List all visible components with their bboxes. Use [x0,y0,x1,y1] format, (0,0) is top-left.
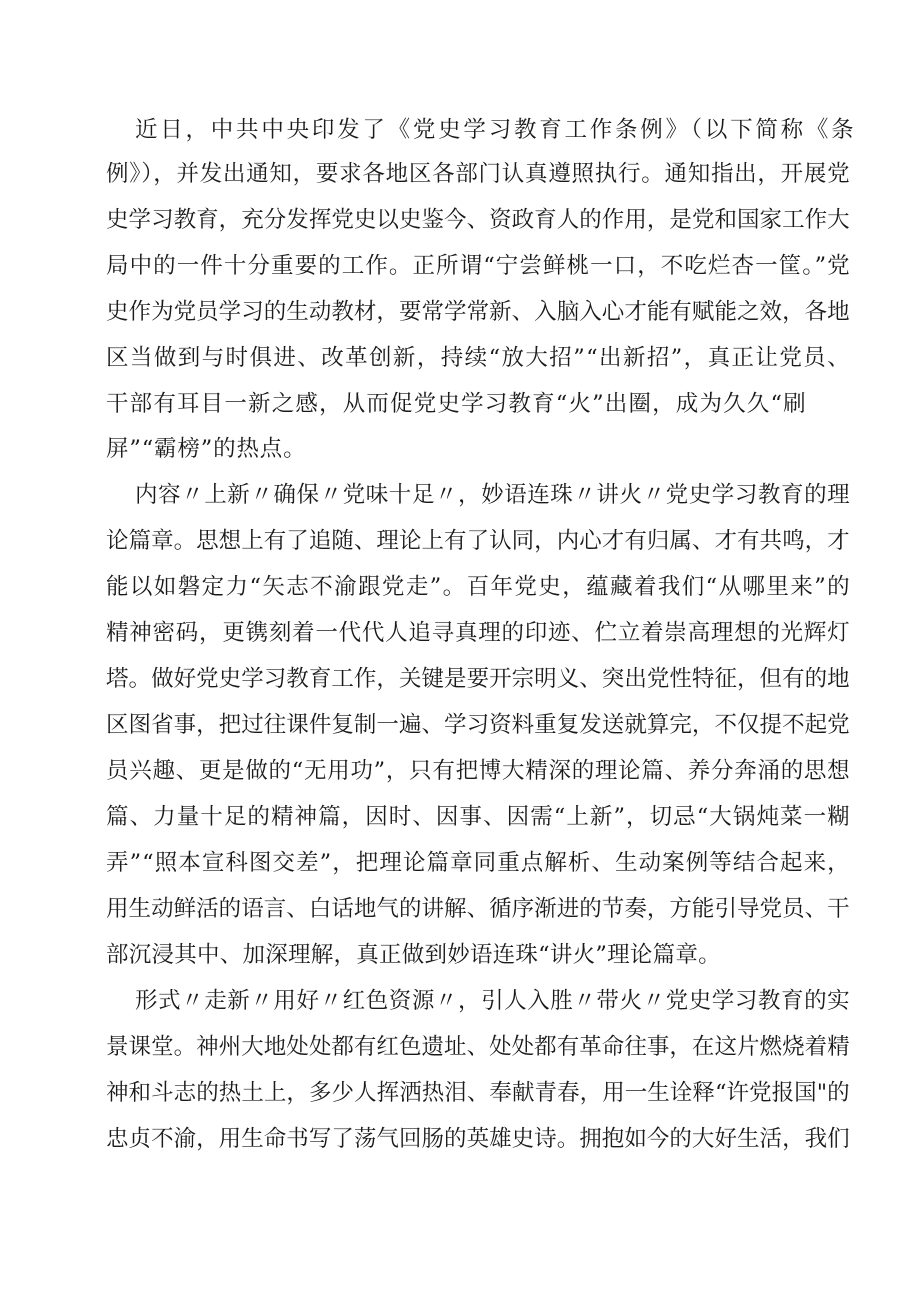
paragraph-3-line-3: 神和斗志的热土上，多少人挥洒热泪、奉献青春，用一生诠释“许党报国"的 [106,1080,850,1106]
paragraph-2-line-2: 论篇章。思想上有了追随、理论上有了认同，内心才有归属、才有共鸣，才 [106,528,850,554]
paragraph-2-line-5: 塔。做好党史学习教育工作，关键是要开宗明义、突出党性特征，但有的地 [106,666,850,692]
paragraph-1-line-1: 近日，中共中央印发了《党史学习教育工作条例》（以下简称《条 [135,117,857,143]
paragraph-1-line-7: 干部有耳目一新之感，从而促党史学习教育“火”出圈，成为久久“刷 [106,391,807,417]
paragraph-3-line-2: 景课堂。神州大地处处都有红色遗址、处处都有革命往事，在这片燃烧着精 [106,1034,850,1060]
paragraph-2-line-3: 能以如磐定力“矢志不渝跟党走”。百年党史，蕴藏着我们“从哪里来”的 [106,574,852,600]
paragraph-1-line-6: 区当做到与时俱进、改革创新，持续“放大招”“出新招”，真正让党员、 [106,345,852,371]
paragraph-2-line-11: 部沉浸其中、加深理解，真正做到妙语连珠“讲火”理论篇章。 [106,942,721,968]
paragraph-1-line-8: 屏”“霸榜”的热点。 [106,436,307,462]
paragraph-2-line-9: 弄”“照本宣科图交差”，把理论篇章同重点解析、生动案例等结合起来， [106,850,851,876]
paragraph-2-line-4: 精神密码，更镌刻着一代代人追寻真理的印迹、伫立着崇高理想的光辉灯 [106,620,851,646]
paragraph-3-line-1: 形式〃走新〃用好〃红色资源〃，引人入胜〃带火〃党史学习教育的实 [135,988,851,1014]
paragraph-3-line-4: 忠贞不渝，用生命书写了荡气回肠的英雄史诗。拥抱如今的大好生活，我们 [106,1126,850,1152]
paragraph-2-line-10: 用生动鲜活的语言、白话地气的讲解、循序渐进的节奏，方能引导党员、干 [106,896,850,922]
paragraph-2-line-1: 内容〃上新〃确保〃党味十足〃，妙语连珠〃讲火〃党史学习教育的理 [135,482,851,508]
paragraph-1-line-5: 史作为党员学习的生动教材，要常学常新、入脑入心才能有赋能之效，各地 [106,299,850,325]
paragraph-1-line-2: 例》），并发出通知，要求各地区各部门认真遵照执行。通知指出，开展党 [106,161,851,187]
paragraph-2-line-6: 区图省事，把过往课件复制一遍、学习资料重复发送就算完，不仅提不起党 [106,712,850,738]
paragraph-2-line-7: 员兴趣、更是做的“无用功”，只有把博大精深的理论篇、养分奔涌的思想 [106,758,851,784]
paragraph-1-line-4: 局中的一件十分重要的工作。正所谓“宁尝鲜桃一口，不吃烂杏一筐。”党 [106,253,851,279]
paragraph-1-line-3: 史学习教育，充分发挥党史以史鉴今、资政育人的作用，是党和国家工作大 [106,207,850,233]
paragraph-2-line-8: 篇、力量十足的精神篇，因时、因事、因需“上新”，切忌“大锅炖菜一糊 [106,804,851,830]
